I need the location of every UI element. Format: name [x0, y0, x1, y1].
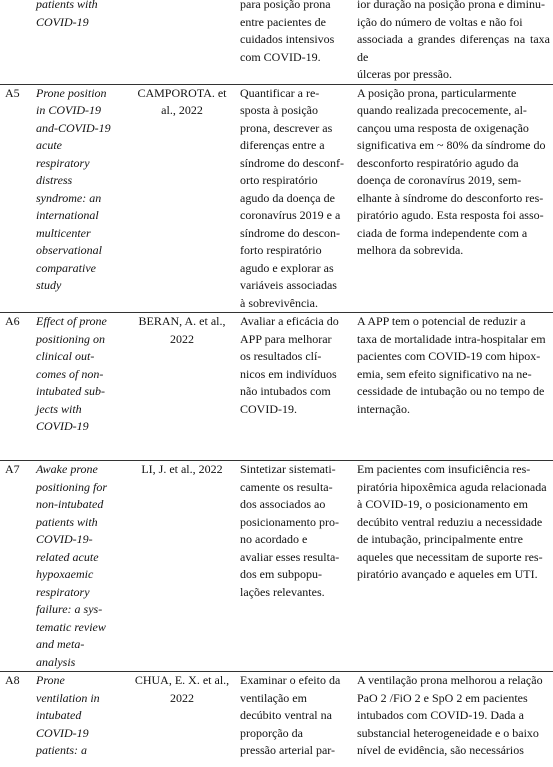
row-objective: para posição prona entre pacientes de cuidados intensivos com COVID-19.	[240, 0, 335, 64]
row-author: BERAN, A. et al., 2022	[127, 313, 237, 461]
row-objective: Sintetizar sistemati- camente os resulta- dos associados ao posicionamento pro- no acordado e avaliar esses resulta- dos em subpopu- lações relevantes.	[237, 461, 354, 672]
row-author: CAMPOROTA. et al., 2022	[127, 84, 237, 313]
row-author	[127, 0, 237, 84]
row-title: Effect of prone positioning on clinical out- comes of non- intubated sub- jects with COVID-19	[33, 313, 127, 461]
row-id: A6	[0, 313, 33, 461]
row-title: Prone ventilation in intubated COVID-19 patients: a	[33, 672, 127, 767]
row-id	[0, 0, 33, 84]
table-row	[0, 84, 553, 313]
row-id: A5	[0, 84, 33, 313]
row-result: A ventilação prona melhorou a relação PaO 2 /FiO 2 e SpO 2 em pacientes intubados com COVID-19. Dada a substancial heterogeneidade e o baixo nível de evidência, são necessários	[354, 672, 553, 767]
table-row	[0, 461, 553, 672]
row-result: ior duração na posição prona e diminu- ição do número de voltas e não foi associada a grandes diferenças na taxa de úlceras por pressão.	[357, 0, 550, 81]
table-row	[0, 672, 553, 767]
row-author: LI, J. et al., 2022	[127, 461, 237, 672]
row-title: Prone position in COVID-19 and-COVID-19 acute respiratory distress syndrome: an international multicenter observational comparative study	[33, 84, 127, 313]
row-id: A7	[0, 461, 33, 672]
row-id: A8	[0, 672, 33, 767]
row-result: A APP tem o potencial de reduzir a taxa de mortalidade intra-hospitalar em pacientes com COVID-19 com hipox- emia, sem efeito significativo na ne- cessidade de intubação ou no tempo de internação.	[354, 313, 553, 461]
row-objective: Quantificar a re- sposta à posição prona, descrever as diferenças entre a síndrome do desconf- orto respiratório agudo da doença de coronavírus 2019 e a síndrome do descon- forto respiratório agudo e explorar as variáveis associadas à sobrevivência.	[237, 84, 354, 313]
row-objective: Avaliar a eficácia do APP para melhorar os resultados clí- nicos em indivíduos não intubados com COVID-19.	[237, 313, 354, 461]
row-title: Awake prone positioning for non-intubated patients with COVID-19- related acute hypoxaemic respiratory failure: a sys- tematic review and meta- analysis	[33, 461, 127, 672]
row-author: CHUA, E. X. et al., 2022	[127, 672, 237, 767]
table-row	[0, 0, 553, 84]
table-row	[0, 313, 553, 461]
row-objective: Examinar o efeito da ventilação em decúbito ventral na proporção da pressão arterial par-	[237, 672, 354, 767]
row-result: A posição prona, particularmente quando realizada precocemente, al- cançou uma resposta de oxigenação significativa em ~ 80% da síndrome do desconforto respiratório agudo da doença de coronavírus 2019, sem- elhante à síndrome do desconforto res- piratório agudo. Esta resposta foi asso- ciada de forma independente com a melhora da sobrevida.	[354, 84, 553, 313]
row-result: Em pacientes com insuficiência res- piratória hipoxêmica aguda relacionada à COVID-19, o posicionamento em decúbito ventral reduziu a necessidade de intubação, principalmente entre aqueles que necessitam de suporte res- piratório avançado e aqueles em UTI.	[354, 461, 553, 672]
row-title: patients with COVID-19	[36, 0, 98, 29]
